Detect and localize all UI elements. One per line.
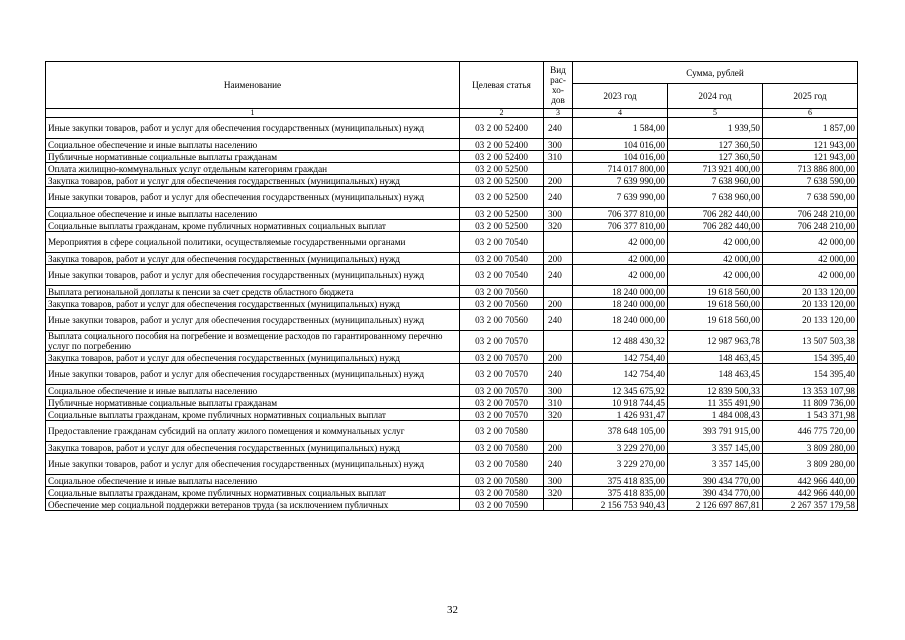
table-body (46, 118, 858, 511)
row-target-article-cell: 03 2 00 70580 (460, 442, 544, 454)
row-sum-2024-cell: 127 360,50 (668, 139, 763, 151)
row-expense-type-cell: 320 (544, 409, 573, 421)
table-row (46, 421, 858, 442)
row-sum-2025-cell: 446 775 720,00 (763, 421, 858, 442)
row-name-cell: Обеспечение мер социальной поддержки ветеранов труда (за исключением публичных (46, 499, 460, 511)
row-name-cell: Мероприятия в сфере социальной политики, осуществляемые государственными органами (46, 232, 460, 253)
row-sum-2023-cell: 142 754,40 (573, 364, 668, 385)
table-row (46, 385, 858, 397)
row-sum-2023-cell: 7 639 990,00 (573, 175, 668, 187)
table-row (46, 163, 858, 175)
row-name-cell: Закупка товаров, работ и услуг для обеспечения государственных (муниципальных) нужд (46, 442, 460, 454)
row-name-cell: Закупка товаров, работ и услуг для обеспечения государственных (муниципальных) нужд (46, 298, 460, 310)
row-expense-type-cell (544, 499, 573, 511)
table-row (46, 454, 858, 475)
row-sum-2023-cell: 7 639 990,00 (573, 187, 668, 208)
row-sum-2024-cell: 393 791 915,00 (668, 421, 763, 442)
row-sum-2023-cell: 706 377 810,00 (573, 220, 668, 232)
row-name-cell: Иные закупки товаров, работ и услуг для обеспечения государственных (муниципальных) нужд (46, 454, 460, 475)
row-sum-2025-cell: 1 857,00 (763, 118, 858, 139)
row-name-cell: Публичные нормативные социальные выплаты гражданам (46, 151, 460, 163)
row-expense-type-cell (544, 286, 573, 298)
row-sum-2024-cell: 390 434 770,00 (668, 475, 763, 487)
row-sum-2025-cell: 713 886 800,00 (763, 163, 858, 175)
row-target-article-cell: 03 2 00 70540 (460, 253, 544, 265)
row-sum-2025-cell: 121 943,00 (763, 151, 858, 163)
row-sum-2023-cell: 12 345 675,92 (573, 385, 668, 397)
row-expense-type-cell: 200 (544, 298, 573, 310)
row-target-article-cell: 03 2 00 70570 (460, 331, 544, 352)
row-sum-2024-cell: 1 939,50 (668, 118, 763, 139)
row-sum-2023-cell: 10 918 744,45 (573, 397, 668, 409)
row-expense-type-cell: 300 (544, 385, 573, 397)
row-sum-2024-cell: 706 282 440,00 (668, 208, 763, 220)
header-year-2024: 2024 год (668, 84, 763, 109)
table-row (46, 475, 858, 487)
table-row (46, 265, 858, 286)
table-row (46, 232, 858, 253)
row-sum-2023-cell: 1 584,00 (573, 118, 668, 139)
row-sum-2023-cell: 42 000,00 (573, 265, 668, 286)
table-row (46, 220, 858, 232)
row-target-article-cell: 03 2 00 52500 (460, 175, 544, 187)
row-sum-2023-cell: 378 648 105,00 (573, 421, 668, 442)
row-sum-2023-cell: 3 229 270,00 (573, 442, 668, 454)
table-row (46, 409, 858, 421)
row-sum-2023-cell: 18 240 000,00 (573, 310, 668, 331)
row-target-article-cell: 03 2 00 70560 (460, 286, 544, 298)
header-name: Наименование (46, 62, 460, 109)
row-sum-2024-cell: 12 987 963,78 (668, 331, 763, 352)
row-expense-type-cell: 310 (544, 397, 573, 409)
row-expense-type-cell (544, 421, 573, 442)
column-number: 5 (668, 109, 763, 118)
row-sum-2025-cell: 3 809 280,00 (763, 442, 858, 454)
table-row (46, 151, 858, 163)
row-sum-2025-cell: 442 966 440,00 (763, 475, 858, 487)
row-name-cell: Иные закупки товаров, работ и услуг для обеспечения государственных (муниципальных) нужд (46, 364, 460, 385)
row-target-article-cell: 03 2 00 70560 (460, 310, 544, 331)
row-target-article-cell: 03 2 00 70590 (460, 499, 544, 511)
row-expense-type-cell: 200 (544, 352, 573, 364)
row-sum-2024-cell: 42 000,00 (668, 232, 763, 253)
row-sum-2025-cell: 11 809 736,00 (763, 397, 858, 409)
row-target-article-cell: 03 2 00 70580 (460, 421, 544, 442)
row-sum-2024-cell: 713 921 400,00 (668, 163, 763, 175)
row-target-article-cell: 03 2 00 52400 (460, 151, 544, 163)
row-name-cell: Оплата жилищно-коммунальных услуг отдельным категориям граждан (46, 163, 460, 175)
row-sum-2025-cell: 121 943,00 (763, 139, 858, 151)
row-sum-2023-cell: 1 426 931,47 (573, 409, 668, 421)
row-name-cell: Социальные выплаты гражданам, кроме публичных нормативных социальных выплат (46, 409, 460, 421)
table-row (46, 499, 858, 511)
table-row (46, 187, 858, 208)
row-name-cell: Иные закупки товаров, работ и услуг для обеспечения государственных (муниципальных) нужд (46, 118, 460, 139)
row-sum-2023-cell: 3 229 270,00 (573, 454, 668, 475)
header-sum: Сумма, рублей (573, 62, 858, 84)
row-expense-type-cell (544, 232, 573, 253)
row-sum-2023-cell: 18 240 000,00 (573, 286, 668, 298)
row-name-cell: Иные закупки товаров, работ и услуг для обеспечения государственных (муниципальных) нужд (46, 310, 460, 331)
row-sum-2025-cell: 154 395,40 (763, 364, 858, 385)
row-target-article-cell: 03 2 00 70580 (460, 454, 544, 475)
row-name-cell: Иные закупки товаров, работ и услуг для обеспечения государственных (муниципальных) нужд (46, 265, 460, 286)
table-row (46, 139, 858, 151)
row-name-cell: Социальное обеспечение и иные выплаты населению (46, 385, 460, 397)
row-name-cell: Закупка товаров, работ и услуг для обеспечения государственных (муниципальных) нужд (46, 253, 460, 265)
row-name-cell: Социальное обеспечение и иные выплаты населению (46, 208, 460, 220)
header-target-article: Целевая статья (460, 62, 544, 109)
row-target-article-cell: 03 2 00 70570 (460, 385, 544, 397)
row-sum-2025-cell: 13 353 107,98 (763, 385, 858, 397)
row-sum-2025-cell: 42 000,00 (763, 265, 858, 286)
row-target-article-cell: 03 2 00 70570 (460, 397, 544, 409)
row-name-cell: Выплата социального пособия на погребение и возмещение расходов по гарантированному перечню услуг по погребению (46, 331, 460, 352)
row-expense-type-cell: 240 (544, 187, 573, 208)
row-name-cell: Закупка товаров, работ и услуг для обеспечения государственных (муниципальных) нужд (46, 352, 460, 364)
row-sum-2025-cell: 20 133 120,00 (763, 298, 858, 310)
row-target-article-cell: 03 2 00 70570 (460, 409, 544, 421)
row-expense-type-cell (544, 331, 573, 352)
row-target-article-cell: 03 2 00 52400 (460, 139, 544, 151)
row-target-article-cell: 03 2 00 70580 (460, 475, 544, 487)
row-sum-2025-cell: 2 267 357 179,58 (763, 499, 858, 511)
table-row (46, 487, 858, 499)
row-sum-2025-cell: 13 507 503,38 (763, 331, 858, 352)
row-expense-type-cell: 320 (544, 487, 573, 499)
row-expense-type-cell: 200 (544, 175, 573, 187)
row-sum-2024-cell: 148 463,45 (668, 364, 763, 385)
row-expense-type-cell: 320 (544, 220, 573, 232)
row-target-article-cell: 03 2 00 52500 (460, 187, 544, 208)
row-sum-2024-cell: 2 126 697 867,81 (668, 499, 763, 511)
table-row (46, 442, 858, 454)
row-sum-2024-cell: 127 360,50 (668, 151, 763, 163)
row-target-article-cell: 03 2 00 70570 (460, 352, 544, 364)
row-sum-2025-cell: 7 638 590,00 (763, 175, 858, 187)
row-expense-type-cell: 240 (544, 454, 573, 475)
row-sum-2025-cell: 42 000,00 (763, 253, 858, 265)
table-row (46, 298, 858, 310)
header-year-2025: 2025 год (763, 84, 858, 109)
row-sum-2023-cell: 706 377 810,00 (573, 208, 668, 220)
row-sum-2023-cell: 104 016,00 (573, 151, 668, 163)
row-sum-2025-cell: 1 543 371,98 (763, 409, 858, 421)
row-sum-2024-cell: 7 638 960,00 (668, 187, 763, 208)
row-expense-type-cell: 240 (544, 310, 573, 331)
budget-table (45, 61, 858, 511)
row-name-cell: Социальное обеспечение и иные выплаты населению (46, 139, 460, 151)
header-year-2023: 2023 год (573, 84, 668, 109)
table-row (46, 331, 858, 352)
row-expense-type-cell: 300 (544, 139, 573, 151)
row-target-article-cell: 03 2 00 70540 (460, 265, 544, 286)
row-sum-2024-cell: 706 282 440,00 (668, 220, 763, 232)
row-sum-2024-cell: 19 618 560,00 (668, 298, 763, 310)
row-sum-2023-cell: 12 488 430,32 (573, 331, 668, 352)
row-expense-type-cell: 200 (544, 253, 573, 265)
row-sum-2023-cell: 42 000,00 (573, 232, 668, 253)
row-sum-2025-cell: 154 395,40 (763, 352, 858, 364)
row-sum-2025-cell: 706 248 210,00 (763, 208, 858, 220)
row-target-article-cell: 03 2 00 70580 (460, 487, 544, 499)
row-sum-2024-cell: 7 638 960,00 (668, 175, 763, 187)
row-sum-2024-cell: 3 357 145,00 (668, 454, 763, 475)
table-row (46, 253, 858, 265)
row-sum-2025-cell: 20 133 120,00 (763, 310, 858, 331)
row-name-cell: Выплата региональной доплаты к пенсии за счет средств областного бюджета (46, 286, 460, 298)
row-target-article-cell: 03 2 00 52400 (460, 118, 544, 139)
row-sum-2024-cell: 19 618 560,00 (668, 310, 763, 331)
column-number: 1 (46, 109, 460, 118)
row-target-article-cell: 03 2 00 70560 (460, 298, 544, 310)
row-sum-2024-cell: 11 355 491,90 (668, 397, 763, 409)
page-number: 32 (447, 604, 458, 616)
row-expense-type-cell: 240 (544, 364, 573, 385)
row-sum-2024-cell: 19 618 560,00 (668, 286, 763, 298)
row-sum-2023-cell: 18 240 000,00 (573, 298, 668, 310)
row-expense-type-cell: 240 (544, 118, 573, 139)
table-row (46, 364, 858, 385)
row-sum-2023-cell: 104 016,00 (573, 139, 668, 151)
budget-table-sheet (45, 61, 857, 511)
row-sum-2023-cell: 42 000,00 (573, 253, 668, 265)
column-number: 6 (763, 109, 858, 118)
row-expense-type-cell: 300 (544, 475, 573, 487)
row-sum-2023-cell: 714 017 800,00 (573, 163, 668, 175)
row-expense-type-cell: 310 (544, 151, 573, 163)
row-target-article-cell: 03 2 00 70540 (460, 232, 544, 253)
row-name-cell: Публичные нормативные социальные выплаты гражданам (46, 397, 460, 409)
row-sum-2025-cell: 442 966 440,00 (763, 487, 858, 499)
row-sum-2024-cell: 390 434 770,00 (668, 487, 763, 499)
row-name-cell: Социальные выплаты гражданам, кроме публичных нормативных социальных выплат (46, 220, 460, 232)
row-name-cell: Предоставление гражданам субсидий на оплату жилого помещения и коммунальных услуг (46, 421, 460, 442)
row-name-cell: Иные закупки товаров, работ и услуг для обеспечения государственных (муниципальных) нужд (46, 187, 460, 208)
row-sum-2024-cell: 1 484 008,43 (668, 409, 763, 421)
column-number: 3 (544, 109, 573, 118)
column-number: 2 (460, 109, 544, 118)
row-name-cell: Социальное обеспечение и иные выплаты населению (46, 475, 460, 487)
row-sum-2025-cell: 706 248 210,00 (763, 220, 858, 232)
table-row (46, 352, 858, 364)
row-sum-2025-cell: 42 000,00 (763, 232, 858, 253)
row-sum-2024-cell: 3 357 145,00 (668, 442, 763, 454)
row-sum-2023-cell: 2 156 753 940,43 (573, 499, 668, 511)
column-number: 4 (573, 109, 668, 118)
row-name-cell: Социальные выплаты гражданам, кроме публичных нормативных социальных выплат (46, 487, 460, 499)
row-sum-2023-cell: 375 418 835,00 (573, 487, 668, 499)
row-sum-2024-cell: 12 839 500,33 (668, 385, 763, 397)
row-target-article-cell: 03 2 00 70570 (460, 364, 544, 385)
table-row (46, 397, 858, 409)
table-row (46, 286, 858, 298)
row-target-article-cell: 03 2 00 52500 (460, 220, 544, 232)
table-row (46, 175, 858, 187)
row-expense-type-cell: 240 (544, 265, 573, 286)
row-expense-type-cell: 300 (544, 208, 573, 220)
table-row (46, 208, 858, 220)
row-sum-2023-cell: 375 418 835,00 (573, 475, 668, 487)
row-name-cell: Закупка товаров, работ и услуг для обеспечения государственных (муниципальных) нужд (46, 175, 460, 187)
row-sum-2024-cell: 42 000,00 (668, 265, 763, 286)
row-sum-2025-cell: 7 638 590,00 (763, 187, 858, 208)
row-sum-2024-cell: 148 463,45 (668, 352, 763, 364)
row-target-article-cell: 03 2 00 52500 (460, 208, 544, 220)
table-row (46, 310, 858, 331)
table-row (46, 118, 858, 139)
row-expense-type-cell: 200 (544, 442, 573, 454)
row-sum-2024-cell: 42 000,00 (668, 253, 763, 265)
row-sum-2025-cell: 3 809 280,00 (763, 454, 858, 475)
header-expense-type: Вид рас- хо- дов (544, 62, 573, 109)
row-target-article-cell: 03 2 00 52500 (460, 163, 544, 175)
row-expense-type-cell (544, 163, 573, 175)
row-sum-2025-cell: 20 133 120,00 (763, 286, 858, 298)
row-sum-2023-cell: 142 754,40 (573, 352, 668, 364)
